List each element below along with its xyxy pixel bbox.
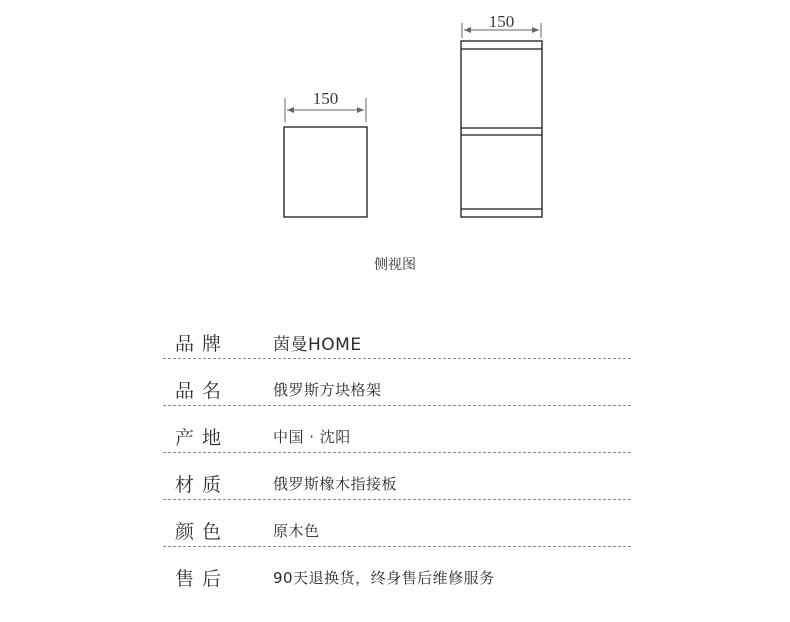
- double-cube-outline: [461, 41, 542, 217]
- spec-row-after-sales: [163, 547, 631, 594]
- spec-value: 俄罗斯橡木指接板: [273, 474, 398, 493]
- spec-row-color: [163, 500, 631, 547]
- single-cube-width-label: 150: [312, 89, 339, 108]
- spec-label: 品牌: [175, 332, 230, 355]
- spec-value: 原木色: [273, 521, 320, 540]
- spec-label: 材质: [175, 473, 230, 496]
- spec-label: 售后: [175, 568, 230, 590]
- double-cube-width-label: 150: [488, 12, 515, 31]
- spec-row-material: [163, 453, 631, 500]
- spec-value: 俄罗斯方块格架: [273, 380, 382, 399]
- spec-value: 90天退换货，终身售后维修服务: [273, 569, 495, 587]
- product-spec-table: [163, 312, 631, 594]
- spec-row-product-name: [163, 359, 631, 406]
- single-cube-outline: [284, 127, 367, 217]
- spec-value: 中国 · 沈阳: [273, 427, 351, 446]
- spec-label: 产地: [175, 426, 230, 449]
- spec-value: 茵曼HOME: [273, 334, 362, 355]
- side-view-caption: 侧视图: [374, 257, 416, 273]
- spec-row-origin: [163, 406, 631, 453]
- spec-row-brand: [163, 312, 631, 359]
- double-cube-dimension: [462, 12, 541, 38]
- single-cube-dimension: [285, 89, 366, 122]
- spec-label: 品名: [175, 379, 230, 402]
- spec-label: 颜色: [175, 520, 230, 543]
